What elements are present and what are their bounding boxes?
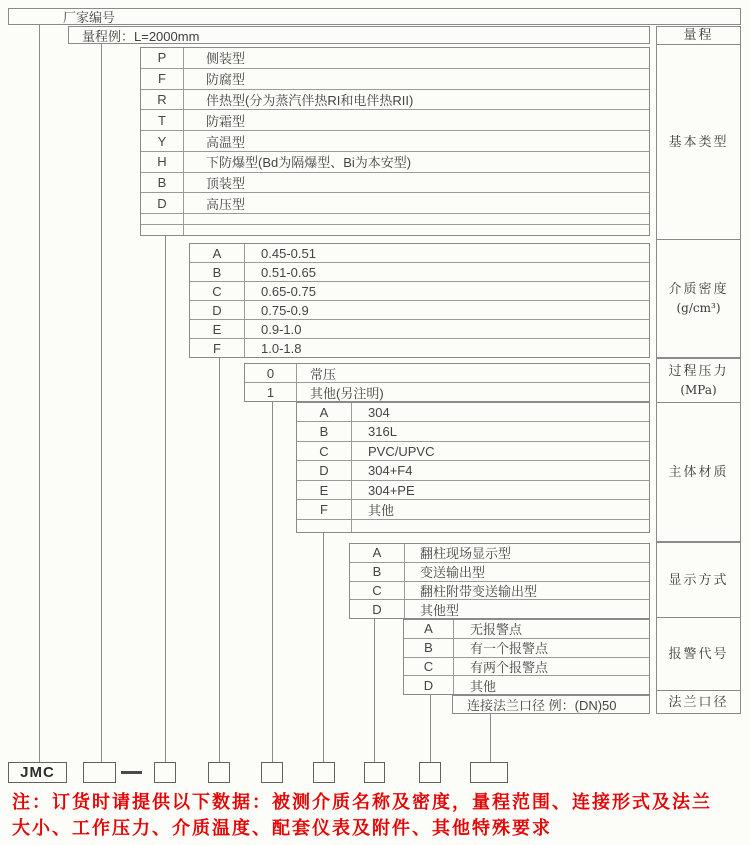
row-desc: 其他型 — [420, 602, 460, 618]
table-row — [297, 499, 649, 518]
row-code: D — [190, 301, 245, 319]
table-row — [190, 281, 649, 300]
row-desc: 变送输出型 — [420, 565, 486, 581]
table-row — [190, 300, 649, 319]
row-desc: 0.9-1.0 — [261, 321, 302, 337]
table-row — [190, 244, 649, 262]
table-row-empty — [297, 519, 649, 532]
row-desc: 0.45-0.51 — [261, 245, 316, 261]
density-table — [189, 243, 650, 358]
row-code: 0 — [245, 364, 297, 382]
row-desc: 下防爆型(Bd为隔爆型、Bi为本安型) — [206, 155, 412, 171]
row-code: C — [190, 282, 245, 300]
table-row — [350, 562, 649, 581]
row-desc: PVC/UPVC — [368, 443, 435, 459]
row-desc: 连接法兰口径 例：(DN)50 — [467, 698, 617, 713]
row-desc: 顶装型 — [206, 176, 246, 192]
order-note — [12, 789, 712, 841]
pressure-table — [244, 363, 650, 402]
row-code: T — [141, 110, 184, 130]
row-code: C — [297, 442, 352, 460]
connector-line-manufacturer — [39, 25, 40, 762]
row-desc: 防霜型 — [206, 113, 246, 129]
table-row — [190, 262, 649, 281]
model-code-box-density — [208, 762, 230, 783]
table-row — [297, 421, 649, 440]
row-code: C — [404, 658, 454, 676]
connector-line-density — [219, 358, 220, 762]
connector-line-display — [374, 619, 375, 762]
row-code: R — [141, 90, 184, 110]
model-code-box-material — [313, 762, 335, 783]
table-row — [141, 68, 649, 89]
row-desc: 0.75-0.9 — [261, 302, 309, 318]
row-desc: 常压 — [310, 366, 337, 382]
table-row — [404, 657, 649, 676]
row-code: D — [404, 676, 454, 694]
model-code-box-basic-type — [154, 762, 176, 783]
table-row — [297, 480, 649, 499]
manufacturer-code-label: 厂家编号 — [63, 10, 116, 25]
row-desc: 高压型 — [206, 196, 246, 212]
model-prefix-box — [8, 762, 67, 783]
dash-separator — [121, 771, 142, 774]
table-row — [141, 151, 649, 172]
model-code-box-alarm — [419, 762, 441, 783]
row-desc: 304+F4 — [368, 463, 413, 479]
alarm-table — [403, 619, 650, 695]
table-row — [297, 441, 649, 460]
label-display: 显示方式 — [656, 542, 741, 618]
row-desc: 304+PE — [368, 482, 415, 498]
row-code: D — [350, 600, 405, 618]
row-desc: 防腐型 — [206, 72, 246, 88]
table-row — [141, 192, 649, 213]
table-row — [350, 599, 649, 618]
table-row — [141, 130, 649, 151]
row-desc: 有两个报警点 — [470, 659, 549, 675]
row-code: B — [404, 639, 454, 657]
row-desc: 其他 — [368, 503, 395, 518]
label-basic-type: 基本类型 — [656, 44, 741, 240]
row-desc: 0.65-0.75 — [261, 283, 316, 299]
table-row — [245, 382, 649, 401]
table-row — [297, 460, 649, 479]
model-code-box-flange — [470, 762, 508, 783]
row-code: A — [190, 244, 245, 262]
row-code: B — [350, 563, 405, 581]
row-code: F — [190, 339, 245, 357]
row-code: A — [404, 620, 454, 638]
row-code: D — [141, 193, 184, 213]
table-row — [141, 89, 649, 110]
connector-line-flange — [490, 714, 491, 762]
range-example-cell — [68, 26, 650, 44]
row-desc: 其他 — [470, 678, 497, 694]
table-row — [141, 48, 649, 68]
row-desc: 1.0-1.8 — [261, 340, 302, 356]
row-code: E — [190, 320, 245, 338]
table-row-empty — [141, 213, 649, 224]
connector-line-range — [101, 44, 102, 762]
table-row — [297, 403, 649, 421]
label-material: 主体材质 — [656, 402, 741, 542]
label-density: 介质密度 (g/cm³) — [656, 239, 741, 358]
row-code: A — [350, 544, 405, 562]
row-desc: 翻柱现场显示型 — [420, 546, 512, 562]
row-code: 1 — [245, 383, 297, 401]
table-row — [404, 675, 649, 694]
row-code: F — [297, 500, 352, 518]
table-row — [245, 364, 649, 382]
row-desc: 伴热型(分为蒸汽伴热RI和电伴热RII) — [206, 92, 414, 108]
model-code-box-pressure — [261, 762, 283, 783]
table-row — [350, 544, 649, 562]
row-code: Y — [141, 131, 184, 151]
table-row — [190, 319, 649, 338]
row-code: H — [141, 152, 184, 172]
row-desc: 侧装型 — [206, 51, 246, 67]
model-code-box-range — [83, 762, 116, 783]
model-code-box-display — [364, 762, 385, 783]
connector-line-basic-type — [165, 236, 166, 762]
range-example-label: 量程例：L=2000mm — [82, 28, 200, 44]
row-code: B — [190, 263, 245, 281]
label-flange: 法兰口径 — [656, 690, 741, 714]
label-range: 量程 — [656, 26, 741, 45]
flange-row — [452, 695, 650, 714]
row-code: B — [297, 422, 352, 440]
row-desc: 无报警点 — [470, 622, 523, 638]
row-desc: 高温型 — [206, 134, 246, 150]
label-alarm: 报警代号 — [656, 617, 741, 691]
material-table — [296, 402, 650, 533]
row-code: B — [141, 173, 184, 193]
row-desc: 0.51-0.65 — [261, 264, 316, 280]
row-desc: 有一个报警点 — [470, 641, 549, 657]
order-note-line-1: 注：订货时请提供以下数据：被测介质名称及密度，量程范围、连接形式及法兰 — [12, 792, 712, 812]
table-row — [404, 638, 649, 657]
row-code: D — [297, 461, 352, 479]
row-code: C — [350, 582, 405, 600]
row-code: E — [297, 481, 352, 499]
label-pressure: 过程压力 (MPa) — [656, 358, 741, 403]
table-row-empty — [141, 224, 649, 235]
table-row — [350, 581, 649, 600]
row-code: A — [297, 403, 352, 421]
manufacturer-code-cell — [8, 8, 741, 25]
row-desc: 其他(另注明) — [310, 385, 384, 401]
row-desc: 304 — [368, 404, 390, 420]
table-row — [141, 109, 649, 130]
row-code: P — [141, 48, 184, 68]
order-note-line-2: 大小、工作压力、介质温度、配套仪表及附件、其他特殊要求 — [12, 818, 552, 838]
connector-line-pressure — [272, 402, 273, 762]
model-prefix-label: JMC — [20, 764, 55, 781]
connector-line-alarm — [430, 695, 431, 762]
row-desc: 316L — [368, 424, 397, 440]
table-row — [190, 338, 649, 357]
connector-line-material — [323, 533, 324, 762]
row-desc: 翻柱附带变送输出型 — [420, 583, 538, 599]
table-row — [453, 696, 649, 713]
row-code: F — [141, 69, 184, 89]
table-row — [141, 172, 649, 193]
basic-type-table — [140, 47, 650, 236]
display-table — [349, 543, 650, 619]
table-row — [404, 620, 649, 638]
